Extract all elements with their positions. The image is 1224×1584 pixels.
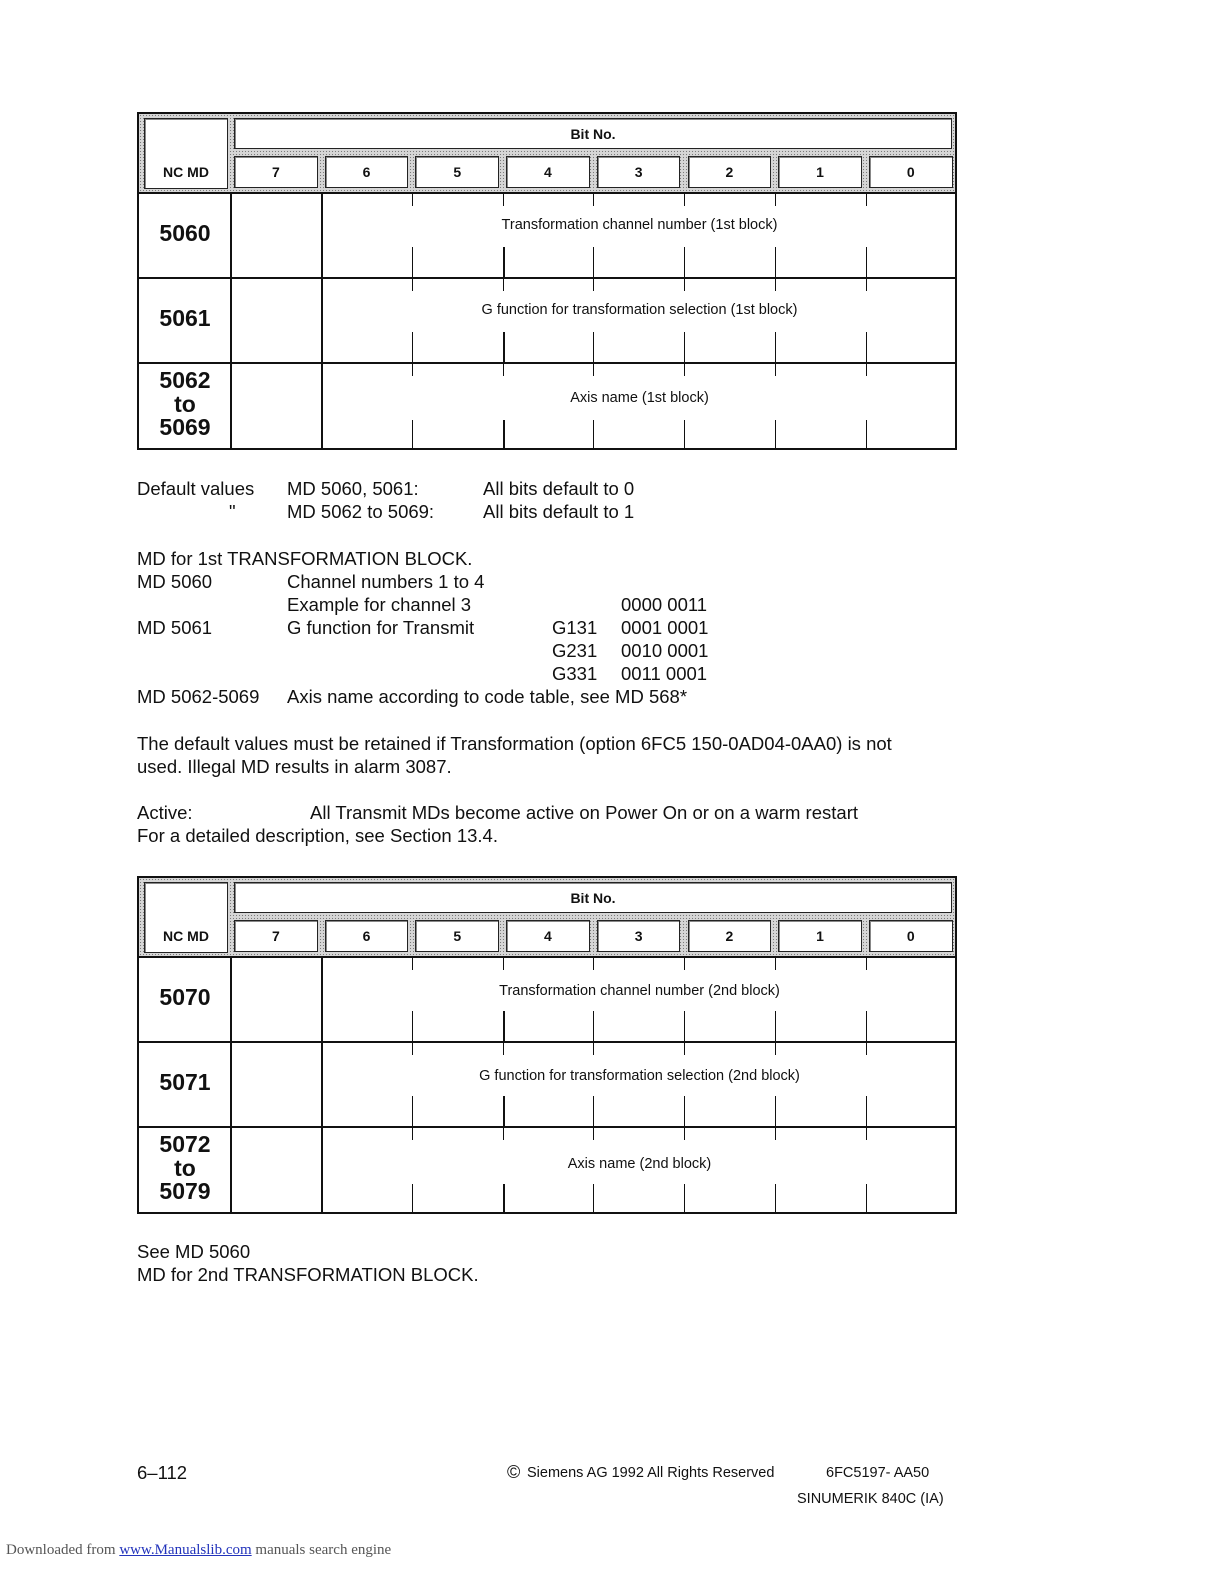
md-number-5070: 5070 xyxy=(159,984,211,1010)
bit-tick xyxy=(503,247,505,277)
md5060-text: Channel numbers 1 to 4 xyxy=(287,571,485,592)
bit-tick xyxy=(866,192,867,206)
bit-tick xyxy=(956,1184,957,1214)
bit-tick xyxy=(866,1184,867,1214)
manualslib-link[interactable]: www.Manualslib.com xyxy=(119,1542,252,1558)
page-number: 6–112 xyxy=(137,1462,188,1483)
bit-number-4: 3 xyxy=(597,156,681,188)
bit-number-7: 0 xyxy=(869,920,953,952)
bit-tick xyxy=(412,956,413,970)
note-line-2: used. Illegal MD results in alarm 3087. xyxy=(137,756,452,777)
bit-tick xyxy=(866,362,867,376)
bit-number-2: 5 xyxy=(415,156,499,188)
ditto-mark: " xyxy=(229,501,236,522)
bit-number-6: 1 xyxy=(778,156,862,188)
bit-tick xyxy=(775,247,776,277)
bit-tick xyxy=(956,192,957,206)
bit-tick xyxy=(956,1011,957,1041)
bit-tick xyxy=(684,1011,685,1041)
bit-number-1: 6 xyxy=(325,920,409,952)
md-number-range-start: 5062 xyxy=(159,367,211,393)
g-code-value: 0010 0001 xyxy=(621,640,709,661)
bit-tick xyxy=(503,1011,505,1041)
bit-tick xyxy=(775,1011,776,1041)
row-divider xyxy=(137,277,957,279)
md5061-text: G function for Transmit xyxy=(287,617,475,638)
bit-tick xyxy=(956,332,957,362)
bit-tick xyxy=(503,1126,504,1140)
bit-tick xyxy=(956,1041,957,1055)
md-number-range-end: 5079 xyxy=(159,1178,211,1204)
row-description: Axis name (2nd block) xyxy=(567,1156,712,1172)
product-name: SINUMERIK 840C (IA) xyxy=(797,1491,944,1507)
row-description: Transformation channel number (1st block) xyxy=(501,217,778,233)
bit-tick xyxy=(503,192,504,206)
bit-tick xyxy=(775,362,776,376)
default-values-md-2: MD 5062 to 5069: xyxy=(287,501,435,522)
bit-number-5: 2 xyxy=(688,156,772,188)
bit-number-7: 0 xyxy=(869,156,953,188)
bit-tick xyxy=(412,362,413,376)
bit-tick xyxy=(593,362,594,376)
bit-tick xyxy=(956,1096,957,1126)
bit-tick xyxy=(593,1096,594,1126)
bit-tick xyxy=(956,956,957,970)
md-number-5071: 5071 xyxy=(159,1069,211,1095)
bit-tick xyxy=(412,1041,413,1055)
default-values-label: Default values xyxy=(137,478,255,499)
bit-no-header: Bit No. xyxy=(234,118,952,149)
bit-tick xyxy=(775,1126,776,1140)
bit-tick xyxy=(684,277,685,291)
bit-tick xyxy=(866,332,867,362)
row-description: Transformation channel number (2nd block) xyxy=(499,983,780,999)
note-line-1: The default values must be retained if Transformation (option 6FC5 150-0AD04-0AA0) is not xyxy=(137,733,892,754)
bit-tick xyxy=(775,1041,776,1055)
nc-md-header: NC MD xyxy=(144,118,228,189)
bit-tick xyxy=(684,420,685,450)
bit-tick xyxy=(866,247,867,277)
example-text: Example for channel 3 xyxy=(287,594,472,615)
bit-tick xyxy=(593,247,594,277)
md-table-2 xyxy=(137,876,957,1214)
bit-tick xyxy=(503,277,504,291)
md5062-text: Axis name according to code table, see MD 568* xyxy=(287,686,688,707)
bit-tick xyxy=(956,362,957,376)
bit-tick xyxy=(866,1041,867,1055)
bit-tick xyxy=(775,956,776,970)
bit-no-header: Bit No. xyxy=(234,882,952,913)
bit-tick xyxy=(593,192,594,206)
bit-tick xyxy=(503,420,505,450)
bit-tick xyxy=(593,420,594,450)
download-suffix: manuals search engine xyxy=(251,1542,392,1558)
header-divider xyxy=(137,192,957,194)
md-number-5060: 5060 xyxy=(159,220,211,246)
bit-tick xyxy=(684,332,685,362)
bit-tick xyxy=(684,1096,685,1126)
default-values-md-1: MD 5060, 5061: xyxy=(287,478,419,499)
download-notice xyxy=(6,1542,391,1559)
bit-tick xyxy=(412,247,413,277)
bit-tick xyxy=(775,420,776,450)
bit-tick xyxy=(593,1041,594,1055)
bit-tick xyxy=(503,332,505,362)
md-number-range-start: 5072 xyxy=(159,1131,211,1157)
bit-tick xyxy=(866,1126,867,1140)
row-description: G function for transformation selection (1st block) xyxy=(481,302,798,318)
row-divider xyxy=(137,1041,957,1043)
bit-tick xyxy=(866,956,867,970)
bit-tick xyxy=(503,1041,504,1055)
bit-tick xyxy=(593,1184,594,1214)
bit-tick xyxy=(412,1011,413,1041)
bit-tick xyxy=(503,1096,505,1126)
bit-tick xyxy=(593,956,594,970)
md5062-label: MD 5062-5069 xyxy=(137,686,260,707)
bit-tick xyxy=(866,277,867,291)
row-divider xyxy=(137,1126,957,1128)
md-number-5061: 5061 xyxy=(159,305,211,331)
bit-tick xyxy=(593,1011,594,1041)
bit-tick xyxy=(775,332,776,362)
md-number-range-end: 5069 xyxy=(159,414,211,440)
md-number-range-to: to xyxy=(174,391,196,417)
bit-tick xyxy=(684,362,685,376)
bit-tick xyxy=(684,1041,685,1055)
g-code: G331 xyxy=(552,663,598,684)
bit-tick xyxy=(412,1126,413,1140)
bit-tick xyxy=(593,332,594,362)
md5060-label: MD 5060 xyxy=(137,571,213,592)
md-number-range-to: to xyxy=(174,1155,196,1181)
default-values-value-1: All bits default to 0 xyxy=(483,478,635,499)
bit-tick xyxy=(956,277,957,291)
example-value: 0000 0011 xyxy=(621,594,708,615)
download-prefix: Downloaded from xyxy=(6,1542,120,1558)
header-divider xyxy=(137,956,957,958)
bit-number-3: 4 xyxy=(506,156,590,188)
g-code: G131 xyxy=(552,617,598,638)
bit-number-1: 6 xyxy=(325,156,409,188)
bit-tick xyxy=(684,1126,685,1140)
copyright-text: Siemens AG 1992 All Rights Reserved xyxy=(527,1465,775,1481)
bit-tick xyxy=(775,1096,776,1126)
row-description: G function for transformation selection (2nd block) xyxy=(479,1068,800,1084)
bit-tick xyxy=(684,1184,685,1214)
bit-tick xyxy=(412,192,413,206)
bit-tick xyxy=(775,192,776,206)
bit-number-6: 1 xyxy=(778,920,862,952)
default-values-value-2: All bits default to 1 xyxy=(483,501,635,522)
bit-tick xyxy=(684,247,685,277)
bit-tick xyxy=(866,420,867,450)
bit-tick xyxy=(593,277,594,291)
bit-tick xyxy=(956,1126,957,1140)
md-table-1 xyxy=(137,112,957,450)
copyright-symbol: © xyxy=(507,1462,521,1482)
bit-tick xyxy=(503,362,504,376)
bit-tick xyxy=(503,1184,505,1214)
bit-tick xyxy=(412,277,413,291)
bit-tick xyxy=(684,192,685,206)
document-number: 6FC5197- AA50 xyxy=(826,1465,930,1481)
bit-number-2: 5 xyxy=(415,920,499,952)
bit-tick xyxy=(866,1096,867,1126)
nc-md-header: NC MD xyxy=(144,882,228,953)
row-divider xyxy=(137,362,957,364)
bit-tick xyxy=(956,247,957,277)
block2-heading: MD for 2nd TRANSFORMATION BLOCK. xyxy=(137,1264,479,1285)
row-description: Axis name (1st block) xyxy=(570,390,709,406)
bit-tick xyxy=(593,1126,594,1140)
bit-tick xyxy=(503,956,504,970)
bit-tick xyxy=(684,956,685,970)
bit-number-5: 2 xyxy=(688,920,772,952)
bit-tick xyxy=(866,1011,867,1041)
bit-number-4: 3 xyxy=(597,920,681,952)
bit-tick xyxy=(775,277,776,291)
bit-tick xyxy=(412,332,413,362)
g-code-value: 0011 0001 xyxy=(621,663,708,684)
md5061-label: MD 5061 xyxy=(137,617,213,638)
bit-tick xyxy=(775,1184,776,1214)
active-label: Active: xyxy=(137,802,193,823)
bit-tick xyxy=(412,1184,413,1214)
see-md-5060: See MD 5060 xyxy=(137,1241,251,1262)
active-text: All Transmit MDs become active on Power On or on a warm restart xyxy=(310,802,858,823)
active-detail: For a detailed description, see Section 13.4. xyxy=(137,825,498,846)
bit-tick xyxy=(412,1096,413,1126)
bit-number-3: 4 xyxy=(506,920,590,952)
bit-tick xyxy=(956,420,957,450)
g-code: G231 xyxy=(552,640,598,661)
bit-number-0: 7 xyxy=(234,156,318,188)
bit-tick xyxy=(412,420,413,450)
g-code-value: 0001 0001 xyxy=(621,617,709,638)
block1-heading: MD for 1st TRANSFORMATION BLOCK. xyxy=(137,548,473,569)
bit-number-0: 7 xyxy=(234,920,318,952)
